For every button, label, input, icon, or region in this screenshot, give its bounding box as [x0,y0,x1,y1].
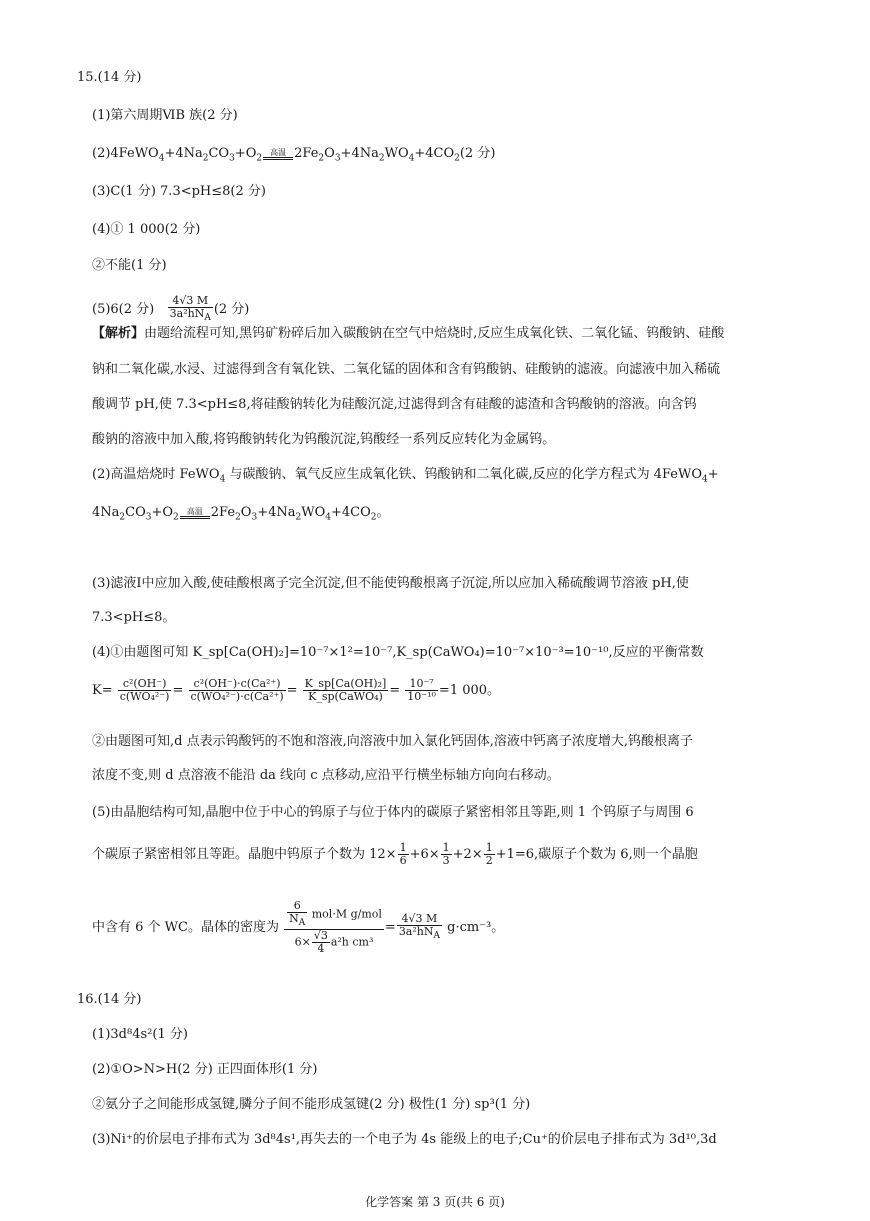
explanation-2-line-1: (2)高温焙烧时 FeWO$_4$ 与碳酸钠、氧气反应生成氧化铁、钨酸钠和二氧化碳,反应的化学方程式为 4FeWO$_4$+ [92,467,719,485]
q15-answer-3: (3)C(1 分) 7.3<pH≤8(2 分) [92,184,266,199]
explanation-5-line-2: 个碳原子紧密相邻且等距。晶胞中钨原子个数为 12× $\frac{1}{6}$ +6× $\frac{1}{3}$ +2× $\frac{1}{2}$ +1=6,碳原子个数为 6,则一个晶胞 [92,841,698,867]
q15-answer-2: $(2)4FeWO_4+4Na_2CO_3+O_2$高温 $2Fe_2O_3+4Na_2WO_4+4CO_2(2$ 分) [92,146,496,164]
explanation-4-2-line-1: ②由题图可知,d 点表示钨酸钙的不饱和溶液,向溶液中加入氯化钙固体,溶液中钙离子浓度增大,钨酸根离子 [92,734,693,749]
q16-answer-1: (1)3d⁸4s²(1 分) [92,1027,188,1042]
q16-answer-2-2: ②氨分子之间能形成氢键,膦分子间不能形成氢键(2 分) 极性(1 分) sp³(1 分) [92,1097,531,1112]
explanation-5-line-3: 中含有 6 个 WC。晶体的密度为 $\frac{6}{N_A}$ mol·M g/mol 6× $\frac{√3}{4}$ a²h cm³ = $\frac{4√3 M}{3a^2hN_A}$ g·cm⁻³。 [92,899,505,956]
equilibrium-constant-equation: K= $\frac{\text{c²(OH⁻)}}{\text{c(WO₄²⁻)}}$ = $\frac{\text{c²(OH⁻)·c(Ca²⁺)}}{\text{c(WO₄²⁻)·c(Ca²⁺)}}$ = $\frac{\text{K\_sp[Ca(OH)₂]}}{\text{K\_sp(CaWO₄)}}$ = $\frac{\text{10⁻⁷}}{\text{10⁻¹⁰}}$ =1 000。 [92,677,501,703]
explanation-3-line-2: 7.3<pH≤8。 [92,610,176,625]
q15-answer-5: (5)6(2 分) $\frac{4√3 M}{3a^2hN_A}$ (2 分) [92,294,250,324]
analysis-line-1: 【解析】由题给流程可知,黑钨矿粉碎后加入碳酸钠在空气中焙烧时,反应生成氧化铁、二氧化锰、钨酸钠、硅酸 [92,326,725,341]
q16-answer-3: (3)Ni⁺的价层电子排布式为 3d⁸4s¹,再失去的一个电子为 4s 能级上的电子;Cu⁺的价层电子排布式为 3d¹⁰,3d [92,1132,717,1147]
explanation-4-line-1: (4)①由题图可知 K_sp[Ca(OH)₂]=10⁻⁷×1²=10⁻⁷,K_sp(CaWO₄)=10⁻⁷×10⁻³=10⁻¹⁰,反应的平衡常数 [92,645,704,660]
explanation-5-line-1: (5)由晶胞结构可知,晶胞中位于中心的钨原子与位于体内的碳原子紧密相邻且等距,则 1 个钨原子与周围 6 [92,805,694,820]
q16-title: 16.(14 分) [77,992,142,1007]
q15-title: 15.(14 分) [77,70,142,85]
page-footer: 化学答案 第 3 页(共 6 页) [365,1195,505,1209]
analysis-line-2: 钠和二氧化碳,水浸、过滤得到含有氧化铁、二氧化锰的固体和含有钨酸钠、硅酸钠的滤液。向滤液中加入稀硫 [92,362,721,377]
q15-answer-4-2: ②不能(1 分) [92,258,167,273]
analysis-tag: 【解析】 [92,326,145,341]
analysis-line-3: 酸调节 pH,使 7.3<pH≤8,将硅酸钠转化为硅酸沉淀,过滤得到含有硅酸的滤渣和含钨酸钠的溶液。向含钨 [92,397,697,412]
q16-answer-2-1: (2)①O>N>H(2 分) 正四面体形(1 分) [92,1062,318,1077]
explanation-4-2-line-2: 浓度不变,则 d 点溶液不能沿 da 线向 c 点移动,应沿平行横坐标轴方向向右移动。 [92,768,560,783]
density-fraction: $\frac{4√3 M}{3a^2hN_A}$ [169,294,211,324]
q15-answer-1: (1)第六周期ⅥB 族(2 分) [92,108,238,123]
explanation-2-line-2: $4Na_2CO_3+O_2$高温 $2Fe_2O_3+4Na_2WO_4+4CO_2$。 [92,505,390,523]
q15-answer-4-1: (4)① 1 000(2 分) [92,222,201,237]
explanation-3-line-1: (3)滤液Ⅰ中应加入酸,使硅酸根离子完全沉淀,但不能使钨酸根离子沉淀,所以应加入稀硫酸调节溶液 pH,使 [92,576,689,591]
reaction-condition-arrow: 高温 [180,507,210,519]
reaction-condition-arrow: 高温 [263,148,293,160]
density-calculation-fraction: $\frac{6}{N_A}$ mol·M g/mol 6× $\frac{√3}{4}$ a²h cm³ [284,900,384,955]
analysis-line-4: 酸钠的溶液中加入酸,将钨酸钠转化为钨酸沉淀,钨酸经一系列反应转化为金属钨。 [92,432,556,447]
